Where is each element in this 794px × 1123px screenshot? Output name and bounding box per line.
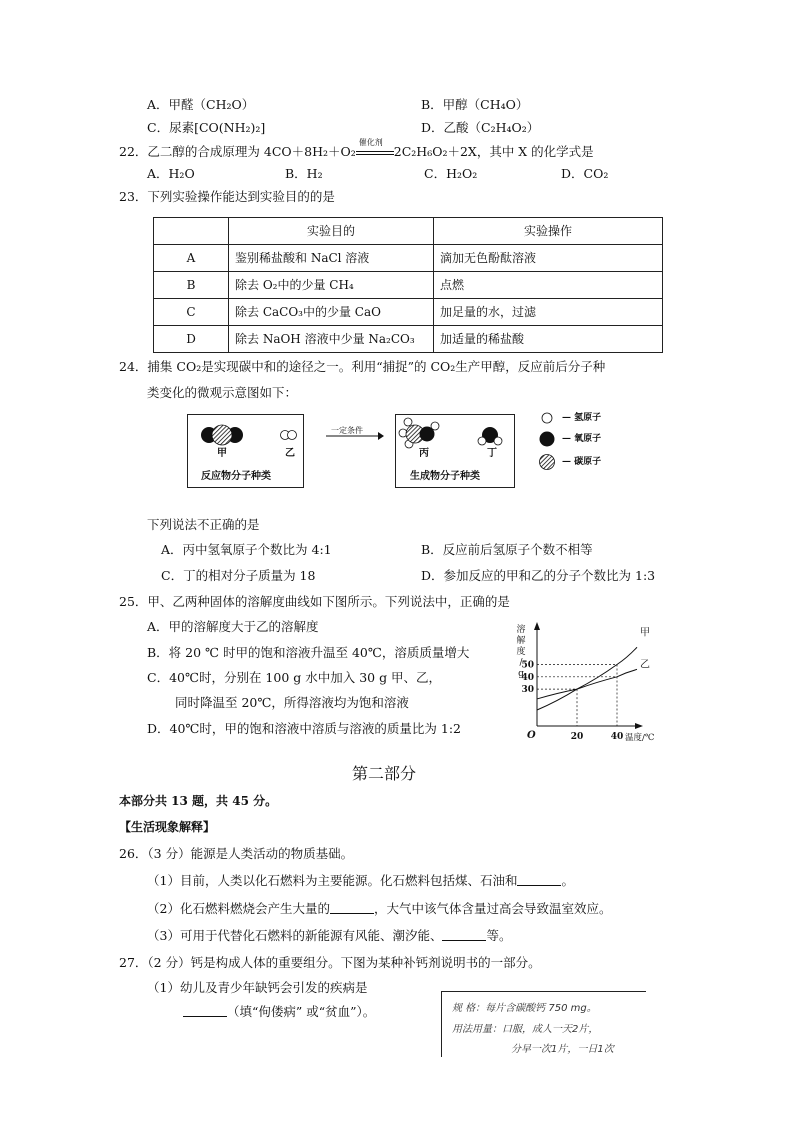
table-cell: 加足量的水，过滤 [434,299,663,326]
hydrogen-atom [288,431,297,440]
reactant-caption: 反应物分子种类 [201,471,271,482]
series-label: 甲 [640,627,650,639]
oxygen-atom-legend-icon [540,432,555,447]
q26-sub1 [147,873,574,889]
y-axis-label: / [519,658,523,668]
x-axis-label: 温度/℃ [625,733,655,743]
q22-option-a: A．H₂O [147,166,195,181]
label-ding: 丁 [487,448,497,459]
label-left-border [441,991,442,1057]
label-jia: 甲 [217,448,227,459]
q22-option-c: C．H₂O₂ [424,166,478,181]
arrow-icon [326,431,384,441]
label-line-2: 用法用量：口服，成人一天2片， [452,1024,599,1035]
table-cell: 鉴别稀盐酸和 NaCl 溶液 [229,245,434,272]
part2-info: 本部分共 13 题，共 45 分。 [119,794,278,808]
label-yi: 乙 [285,448,295,459]
q26-sub3-tail: 等。 [486,928,512,943]
legend-hydrogen: — 氢原子 [562,413,602,423]
q24-stem-line1: 24．捕集 CO₂是实现碳中和的途径之一。利用“捕捉”的 CO₂生产甲醇，反应前后分子种 [119,359,606,374]
series-label: 乙 [640,659,650,671]
table-header-row [154,218,663,245]
q26-sub2-text: （2）化石燃料燃烧会产生大量的 [147,901,330,916]
y-axis-label: 解 [516,636,526,646]
table-row [154,326,663,353]
q21-option-d: D．乙酸（C₂H₄O₂） [421,120,540,135]
y-tick-label: 50 [521,660,534,671]
table-row [154,299,663,326]
q25-option-a: A．甲的溶解度大于乙的溶解度 [147,619,319,634]
table-header-cell [154,218,229,245]
q23-table [153,217,663,353]
label-line-3: 分早一次1片，一日1次 [511,1044,614,1055]
q22-stem-head: 22．乙二醇的合成原理为 4CO＋8H₂＋O₂ [119,144,356,159]
q26-sub3-text: （3）可用于代替化石燃料的新能源有风能、潮汐能、 [147,928,443,943]
series-line-甲 [537,647,637,710]
label-line-1: 规 格：每片含碳酸钙 750 mg。 [452,1003,597,1014]
table-cell: D [154,326,229,353]
q27-stem: 27．（2 分）钙是构成人体的重要组分。下图为某种补钙剂说明书的一部分。 [119,955,541,970]
table-cell: 除去 CaCO₃中的少量 CaO [229,299,434,326]
solubility-chart [515,618,655,753]
q25-option-c-line1: C．40℃时，分别在 100 g 水中加入 30 g 甲、乙， [147,670,442,685]
q26-sub1-text: （1）目前，人类以化石燃料为主要能源。化石燃料包括煤、石油和 [147,873,518,888]
hydrogen-atom [478,437,486,445]
q26-stem: 26．（3 分）能源是人类活动的物质基础。 [119,846,354,861]
answer-blank[interactable] [183,1004,227,1017]
q23-stem: 23．下列实验操作能达到实验目的的是 [119,189,335,204]
q26-sub3 [147,928,511,944]
q26-sub1-tail: 。 [561,873,574,888]
y-axis-label: 溶 [516,625,526,635]
answer-blank[interactable] [442,928,486,941]
hydrogen-atom-legend-icon [542,413,552,423]
q21-option-a: A．甲醛（CH₂O） [147,97,255,112]
q24-option-b: B．反应前后氢原子个数不相等 [421,542,593,557]
table-cell: A [154,245,229,272]
table-cell: 滴加无色酚酞溶液 [434,245,663,272]
table-cell: 除去 NaOH 溶液中少量 Na₂CO₃ [229,326,434,353]
x-tick-label: 40 [610,732,624,742]
carbon-atom-legend-icon [540,455,555,470]
q21-option-b: B．甲醇（CH₄O） [421,97,529,112]
table-row [154,272,663,299]
q27-sub1-line2 [183,1004,375,1020]
y-axis-label: 度 [516,647,526,657]
label-bing: 丙 [419,448,429,459]
q26-sub2 [147,901,611,917]
q26-sub2-tail: ，大气中该气体含量过高会导致温室效应。 [373,901,612,916]
q25-stem: 25．甲、乙两种固体的溶解度曲线如下图所示。下列说法中，正确的是 [119,594,510,609]
table-cell: 加适量的稀盐酸 [434,326,663,353]
q22-option-d: D．CO₂ [561,166,609,181]
hydrogen-atom [404,418,412,426]
x-axis-arrow-icon [635,723,643,729]
answer-blank[interactable] [517,873,561,886]
y-tick-label: 30 [521,685,534,696]
origin-label: O [527,730,536,741]
q24-option-c: C．丁的相对分子质量为 18 [161,568,316,583]
y-axis-label: g [518,669,524,679]
table-cell: 点燃 [434,272,663,299]
q25-option-c-line2: 同时降温至 20℃，所得溶液均为饱和溶液 [175,695,409,710]
q22-catalyst-arrow [356,138,394,156]
carbon-atom [212,425,232,445]
x-tick-label: 20 [570,732,584,742]
product-caption: 生成物分子种类 [410,471,480,482]
section-heading: 【生活现象解释】 [119,820,216,834]
y-tick-label: 40 [521,672,534,683]
legend-carbon: — 碳原子 [562,457,602,467]
q24-option-d: D．参加反应的甲和乙的分子个数比为 1:3 [421,568,656,583]
q22-stem-tail: 2C₂H₆O₂＋2X，其中 X 的化学式是 [393,144,594,159]
q27-sub1: （1）幼儿及青少年缺钙会引发的疾病是 [147,980,368,995]
q25-option-b: B．将 20 ℃ 时甲的饱和溶液升温至 40℃，溶质质量增大 [147,645,470,660]
q22-stem [119,138,594,160]
arrow-label: 一定条件 [331,426,363,435]
q24-option-a: A．丙中氢氧原子个数比为 4:1 [161,542,332,557]
atom-legend-icons [538,410,560,472]
table-cell: B [154,272,229,299]
label-top-border [441,991,646,992]
q24-stem-line2: 类变化的微观示意图如下： [147,385,298,400]
part2-title: 第二部分 [352,764,417,783]
hydrogen-atom [494,437,502,445]
q21-option-c: C．尿素[CO(NH₂)₂] [147,120,266,135]
q25-option-d: D．40℃时，甲的饱和溶液中溶质与溶液的质量比为 1:2 [147,721,462,736]
q24-question: 下列说法不正确的是 [147,517,260,532]
hydrogen-atom [431,422,439,430]
table-header-cell: 实验操作 [434,218,663,245]
table-cell: C [154,299,229,326]
table-row [154,245,663,272]
q22-option-b: B．H₂ [285,166,323,181]
answer-blank[interactable] [330,901,374,914]
q27-sub1-choice: （填“佝偻病” 或“贫血”）。 [227,1004,376,1019]
legend-oxygen: — 氧原子 [562,434,602,444]
table-header-cell: 实验目的 [229,218,434,245]
y-axis-arrow-icon [534,622,540,630]
q22-catalyst-label: 催化剂 [358,138,383,147]
table-cell: 除去 O₂中的少量 CH₄ [229,272,434,299]
